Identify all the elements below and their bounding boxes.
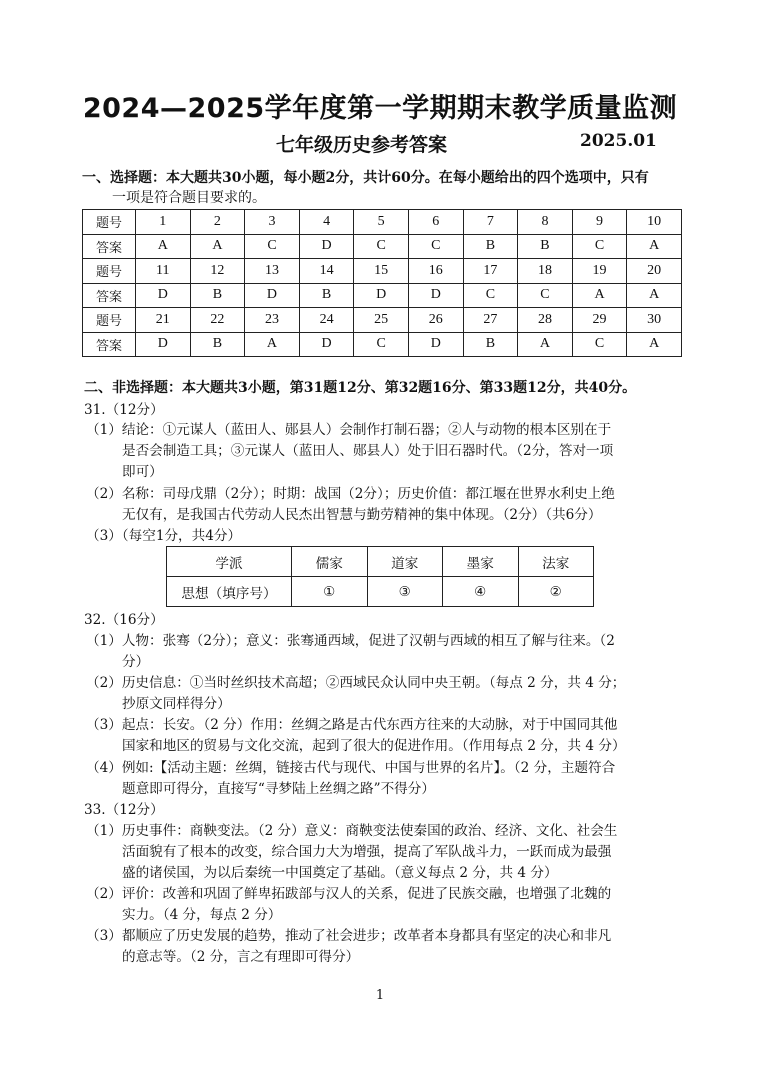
- q32-p4-line2: 题意即可得分，直接写“寻梦陆上丝绸之路”不得分）: [122, 781, 435, 797]
- thought-cell: ③: [367, 577, 443, 607]
- page-subtitle: 七年级历史参考答案: [276, 134, 448, 156]
- answer-cell: D: [299, 332, 354, 357]
- question-number: 3: [245, 210, 300, 235]
- thought-cell: ④: [443, 577, 519, 607]
- page-number: 1: [375, 988, 385, 1003]
- q33-p1-line1: （1）历史事件：商鞅变法。（2 分）意义：商鞅变法使秦国的政治、经济、文化、社会生: [86, 823, 618, 839]
- number-label: 题号: [83, 308, 136, 333]
- question-number: 21: [136, 308, 191, 333]
- q32-p3-line2: 国家和地区的贸易与文化交流，起到了很大的促进作用。（作用每点 2 分，共 4 分）: [122, 738, 626, 754]
- question-number: 19: [572, 259, 627, 284]
- q33-p2-line1: （2）评价：改善和巩固了鲜卑拓跋部与汉人的关系，促进了民族交融，也增强了北魏的: [86, 886, 612, 902]
- answer-cell: C: [572, 332, 627, 357]
- section2-heading: 二、非选择题：本大题共3小题，第31题12分、第32题16分、第33题12分，共40分。: [84, 380, 637, 396]
- question-number: 16: [408, 259, 463, 284]
- table-row-thought: [167, 577, 594, 607]
- question-number: 4: [299, 210, 354, 235]
- thought-cell: ②: [518, 577, 594, 607]
- q31-p1-line2: 是否会制造工具；③元谋人（蓝田人、郧县人）处于旧石器时代。（2分，答对一项: [122, 443, 614, 459]
- school-name: 法家: [518, 547, 594, 577]
- q33-p3-line2: 的意志等。（2 分，言之有理即可得分）: [122, 949, 360, 965]
- q33-p2-line2: 实力。（4 分，每点 2 分）: [122, 907, 282, 923]
- answer-cell: C: [408, 234, 463, 259]
- section1-heading-line1: 一、选择题：本大题共30小题，每小题2分，共计60分。在每小题给出的四个选项中，只有: [82, 170, 649, 186]
- exam-date: 2025.01: [580, 131, 657, 151]
- question-number: 30: [627, 308, 682, 333]
- answer-cell: C: [354, 234, 409, 259]
- table-row-numbers-3: [83, 308, 682, 333]
- answer-cell: C: [518, 283, 573, 308]
- table-row-answers-2: [83, 283, 682, 308]
- answer-label: 答案: [83, 234, 136, 259]
- choice-answer-table: [82, 209, 682, 357]
- table-row-numbers-1: [83, 210, 682, 235]
- answer-cell: A: [245, 332, 300, 357]
- q31-p1-line1: （1）结论：①元谋人（蓝田人、郧县人）会制作打制石器；②人与动物的根本区别在于: [86, 422, 612, 438]
- answer-cell: D: [245, 283, 300, 308]
- question-number: 20: [627, 259, 682, 284]
- answer-cell: A: [627, 332, 682, 357]
- question-number: 13: [245, 259, 300, 284]
- table-row-answers-3: [83, 332, 682, 357]
- question-number: 12: [190, 259, 245, 284]
- question-number: 17: [463, 259, 518, 284]
- question-number: 10: [627, 210, 682, 235]
- question-number: 18: [518, 259, 573, 284]
- answer-cell: B: [463, 332, 518, 357]
- q32-p1-line1: （1）人物：张骞（2分）；意义：张骞通西域，促进了汉朝与西域的相互了解与往来。（2: [86, 633, 615, 649]
- question-number: 8: [518, 210, 573, 235]
- q33-header: 33.（12分）: [84, 802, 164, 818]
- question-number: 15: [354, 259, 409, 284]
- question-number: 29: [572, 308, 627, 333]
- q31-p2-line1: （2）名称：司母戊鼎（2分）；时期：战国（2分）；历史价值：都江堰在世界水利史上绝: [86, 486, 615, 502]
- question-number: 23: [245, 308, 300, 333]
- question-number: 11: [136, 259, 191, 284]
- school-name: 道家: [367, 547, 443, 577]
- answer-cell: A: [190, 234, 245, 259]
- thought-cell: ①: [292, 577, 368, 607]
- answer-cell: B: [299, 283, 354, 308]
- q31-p2-line2: 无仅有，是我国古代劳动人民杰出智慧与勤劳精神的集中体现。（2分）（共6分）: [122, 507, 602, 523]
- answer-cell: D: [299, 234, 354, 259]
- q32-p2-line2: 抄原文同样得分）: [122, 696, 231, 712]
- school-header: 学派: [167, 547, 292, 577]
- answer-cell: A: [627, 283, 682, 308]
- answer-cell: C: [572, 234, 627, 259]
- answer-cell: C: [354, 332, 409, 357]
- question-number: 6: [408, 210, 463, 235]
- answer-cell: A: [136, 234, 191, 259]
- question-number: 24: [299, 308, 354, 333]
- q33-p3-line1: （3）都顺应了历史发展的趋势，推动了社会进步；改革者本身都具有坚定的决心和非凡: [86, 928, 612, 944]
- page-title: 2024—2025学年度第一学期期末教学质量监测: [82, 93, 678, 124]
- number-label: 题号: [83, 259, 136, 284]
- answer-cell: D: [136, 283, 191, 308]
- answer-cell: A: [627, 234, 682, 259]
- answer-cell: C: [245, 234, 300, 259]
- question-number: 9: [572, 210, 627, 235]
- question-number: 25: [354, 308, 409, 333]
- q32-p4-line1: （4）例如:【活动主题：丝绸，链接古代与现代、中国与世界的名片】。（2 分，主题符合: [86, 760, 616, 776]
- question-number: 2: [190, 210, 245, 235]
- q31-p3: （3）（每空1分，共4分）: [86, 528, 242, 544]
- question-number: 5: [354, 210, 409, 235]
- q33-p1-line2: 活面貌有了根本的改变，综合国力大为增强，提高了军队战斗力，一跃而成为最强: [122, 844, 612, 860]
- question-number: 26: [408, 308, 463, 333]
- question-number: 1: [136, 210, 191, 235]
- answer-cell: B: [190, 283, 245, 308]
- q32-header: 32.（16分）: [84, 612, 164, 628]
- q31-p1-line3: 即可）: [122, 464, 163, 480]
- question-number: 22: [190, 308, 245, 333]
- answer-cell: D: [408, 283, 463, 308]
- table-row-header: [167, 547, 594, 577]
- answer-label: 答案: [83, 332, 136, 357]
- q31-header: 31.（12分）: [84, 402, 164, 418]
- table-row-numbers-2: [83, 259, 682, 284]
- answer-cell: B: [463, 234, 518, 259]
- school-name: 儒家: [292, 547, 368, 577]
- number-label: 题号: [83, 210, 136, 235]
- answer-cell: C: [463, 283, 518, 308]
- q33-p1-line3: 盛的诸侯国，为以后秦统一中国奠定了基础。（意义每点 2 分，共 4 分）: [122, 865, 558, 881]
- q32-p1-line2: 分）: [122, 654, 150, 670]
- answer-cell: B: [518, 234, 573, 259]
- question-number: 7: [463, 210, 518, 235]
- school-thought-table: [166, 546, 594, 607]
- table-row-answers-1: [83, 234, 682, 259]
- answer-cell: D: [408, 332, 463, 357]
- question-number: 28: [518, 308, 573, 333]
- q32-p3-line1: （3）起点：长安。（2 分）作用：丝绸之路是古代东西方往来的大动脉，对于中国同其他: [86, 717, 618, 733]
- answer-cell: D: [136, 332, 191, 357]
- answer-label: 答案: [83, 283, 136, 308]
- answer-cell: A: [518, 332, 573, 357]
- question-number: 27: [463, 308, 518, 333]
- section1-heading-line2: 一项是符合题目要求的。: [112, 190, 266, 206]
- answer-cell: A: [572, 283, 627, 308]
- q32-p2-line1: （2）历史信息：①当时丝织技术高超；②西域民众认同中央王朝。（每点 2 分，共 4 分；: [86, 675, 626, 691]
- school-name: 墨家: [443, 547, 519, 577]
- question-number: 14: [299, 259, 354, 284]
- answer-cell: D: [354, 283, 409, 308]
- thought-label: 思想（填序号）: [167, 577, 292, 607]
- answer-cell: B: [190, 332, 245, 357]
